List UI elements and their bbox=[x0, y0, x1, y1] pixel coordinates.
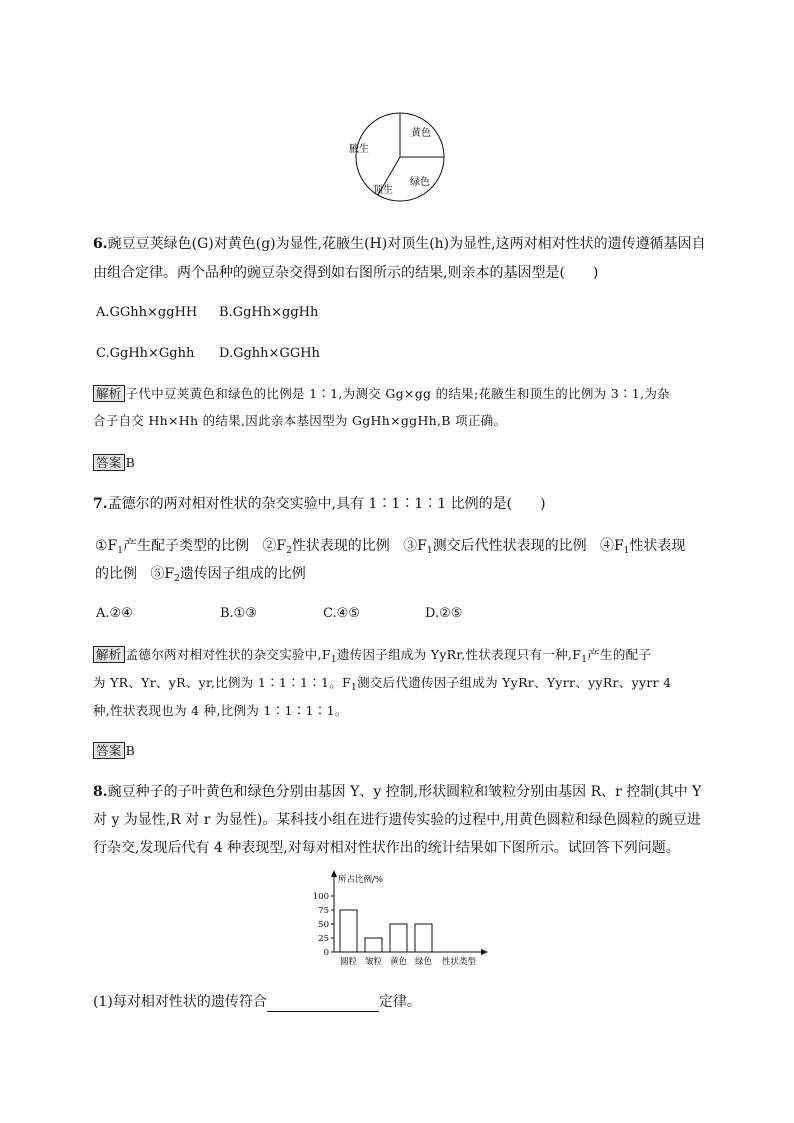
q8-stem-line2: 对 y 为显性,R 对 r 为显性)。某科技小组在进行遗传实验的过程中,用黄色圆粒和绿色圆粒的豌豆进 bbox=[93, 812, 701, 828]
q7-analysis-text1c: 产生的配子 bbox=[587, 647, 652, 662]
q6-number: 6. bbox=[93, 236, 108, 252]
bar-1 bbox=[340, 910, 357, 952]
q7-sub: 2 bbox=[286, 546, 292, 556]
q6-option-c: C.GgHh×Gghh bbox=[96, 346, 195, 361]
q7-option-c: C.④⑤ bbox=[323, 606, 360, 621]
y-axis-arrow bbox=[331, 870, 337, 877]
q7-analysis-line3: 种,性状表现也为 4 种,比例为 1∶1∶1∶1。 bbox=[93, 703, 348, 718]
q6-answer-tag: 答案 bbox=[93, 454, 125, 471]
pie-figure bbox=[345, 112, 455, 204]
q7-sub: 1 bbox=[351, 683, 358, 693]
pie-label-axillary: 腋生 bbox=[349, 144, 369, 155]
q6-analysis-line1 bbox=[93, 384, 670, 402]
q6-analysis-tag: 解析 bbox=[93, 385, 125, 402]
q7-item1-prefix: ①F bbox=[95, 538, 118, 554]
q7-item2-text: 性状表现的比例 bbox=[291, 538, 390, 554]
x-axis-label: 性状类型 bbox=[442, 957, 477, 967]
pie-label-terminal: 顶生 bbox=[373, 185, 393, 196]
q7-analysis-line2 bbox=[93, 673, 671, 691]
q7-item4-prefix: ④F bbox=[599, 538, 624, 554]
q7-stem-text: 孟德尔的两对相对性状的杂交实验中,具有 1∶1∶1∶1 比例的是( ) bbox=[107, 496, 546, 512]
x-tick-label: 皱粒 bbox=[364, 957, 383, 967]
q7-analysis-text1b: 遗传因子组成为 YyRr,性状表现只有一种,F bbox=[336, 647, 582, 662]
q7-answer bbox=[93, 742, 135, 759]
q7-sub: 1 bbox=[117, 546, 123, 556]
q8-sub1-blank[interactable] bbox=[267, 997, 379, 1012]
q7-option-d: D.②⑤ bbox=[425, 606, 463, 621]
q7-answer-value: B bbox=[125, 743, 136, 758]
q6-option-a: A.GGhh×ggHH bbox=[96, 305, 198, 320]
q7-sub: 1 bbox=[623, 546, 630, 556]
q7-item3-prefix: ③F bbox=[403, 538, 427, 554]
q7-analysis-tag: 解析 bbox=[93, 646, 125, 663]
q6-option-b: B.GgHh×ggHh bbox=[219, 305, 319, 320]
q8-sub1 bbox=[93, 992, 421, 1012]
bar-chart bbox=[300, 868, 500, 968]
q7-items-line1 bbox=[95, 536, 685, 556]
q8-stem-text1: 豌豆种子的子叶黄色和绿色分别由基因 Y、y 控制,形状圆粒和皱粒分别由基因 R、r 控制(其中 Y bbox=[107, 784, 702, 800]
q7-item4-tail: 的比例 bbox=[95, 566, 137, 582]
y-tick-label: 100 bbox=[312, 892, 329, 902]
q8-stem-line1 bbox=[93, 782, 701, 802]
pie-label-green: 绿色 bbox=[410, 177, 430, 188]
q7-item3-text: 测交后代性状表现的比例 bbox=[432, 538, 587, 554]
q8-number: 8. bbox=[93, 784, 108, 800]
q7-option-a: A.②④ bbox=[96, 606, 133, 621]
pie-label-yellow: 黄色 bbox=[411, 128, 431, 139]
q7-number: 7. bbox=[93, 496, 108, 512]
y-tick-label: 0 bbox=[323, 948, 329, 958]
q7-analysis-line1 bbox=[93, 645, 651, 663]
y-tick-label: 75 bbox=[318, 906, 329, 916]
q6-stem-line2: 由组合定律。两个品种的豌豆杂交得到如右图所示的结果,则亲本的基因型是( ) bbox=[93, 265, 599, 281]
q7-item2-prefix: ②F bbox=[262, 538, 287, 554]
bar-2 bbox=[365, 938, 382, 952]
q8-sub1-prefix: (1)每对相对性状的遗传符合 bbox=[93, 994, 267, 1010]
q6-option-d: D.Gghh×GGHh bbox=[219, 346, 320, 361]
q7-items-line2 bbox=[95, 564, 306, 584]
x-tick-label: 圆粒 bbox=[339, 957, 358, 967]
q7-option-b: B.①③ bbox=[220, 606, 257, 621]
q6-stem-text1: 豌豆豆荚绿色(G)对黄色(g)为显性,花腋生(H)对顶生(h)为显性,这两对相对性状的遗传遵循基因自 bbox=[107, 236, 706, 252]
y-axis-label: 所占比例/% bbox=[338, 875, 383, 885]
q7-sub: 1 bbox=[426, 546, 433, 556]
q7-sub: 1 bbox=[581, 655, 588, 665]
q7-item4-text: 性状表现 bbox=[629, 538, 686, 554]
q7-analysis-text2a: 为 YR、Yr、yR、yr,比例为 1∶1∶1∶1。F bbox=[93, 675, 352, 690]
q8-sub1-suffix: 定律。 bbox=[378, 994, 421, 1010]
y-tick-label: 25 bbox=[318, 934, 329, 944]
q6-answer bbox=[93, 454, 135, 471]
x-axis-arrow bbox=[481, 949, 488, 955]
q7-analysis-text2b: 测交后代遗传因子组成为 YyRr、Yyrr、yyRr、yyrr 4 bbox=[357, 675, 672, 690]
q7-answer-tag: 答案 bbox=[93, 742, 125, 759]
bar-4 bbox=[415, 924, 432, 952]
q7-item5-prefix: ⑤F bbox=[150, 566, 175, 582]
q6-stem-line1 bbox=[93, 234, 706, 254]
x-tick-label: 黄色 bbox=[389, 957, 408, 967]
bar-3 bbox=[390, 924, 407, 952]
q6-analysis-text1: 子代中豆荚黄色和绿色的比例是 1∶1,为测交 Gg×gg 的结果;花腋生和顶生的比例为 3∶1,为杂 bbox=[125, 386, 670, 401]
q8-stem-line3: 行杂交,发现后代有 4 种表现型,对每对相对性状作出的统计结果如下图所示。试回答下列问题。 bbox=[93, 840, 680, 856]
q7-sub: 2 bbox=[174, 574, 180, 584]
x-tick-label: 绿色 bbox=[414, 957, 433, 967]
q7-item5-text: 遗传因子组成的比例 bbox=[179, 566, 306, 582]
q7-item1-text: 产生配子类型的比例 bbox=[123, 538, 249, 554]
q6-analysis-line2: 合子自交 Hh×Hh 的结果,因此亲本基因型为 GgHh×ggHh,B 项正确。 bbox=[93, 413, 507, 428]
q7-sub: 1 bbox=[330, 655, 337, 665]
q7-analysis-text1a: 孟德尔两对相对性状的杂交实验中,F bbox=[125, 647, 331, 662]
y-tick-label: 50 bbox=[318, 920, 329, 930]
q7-stem bbox=[93, 494, 546, 514]
q6-answer-value: B bbox=[125, 455, 136, 470]
